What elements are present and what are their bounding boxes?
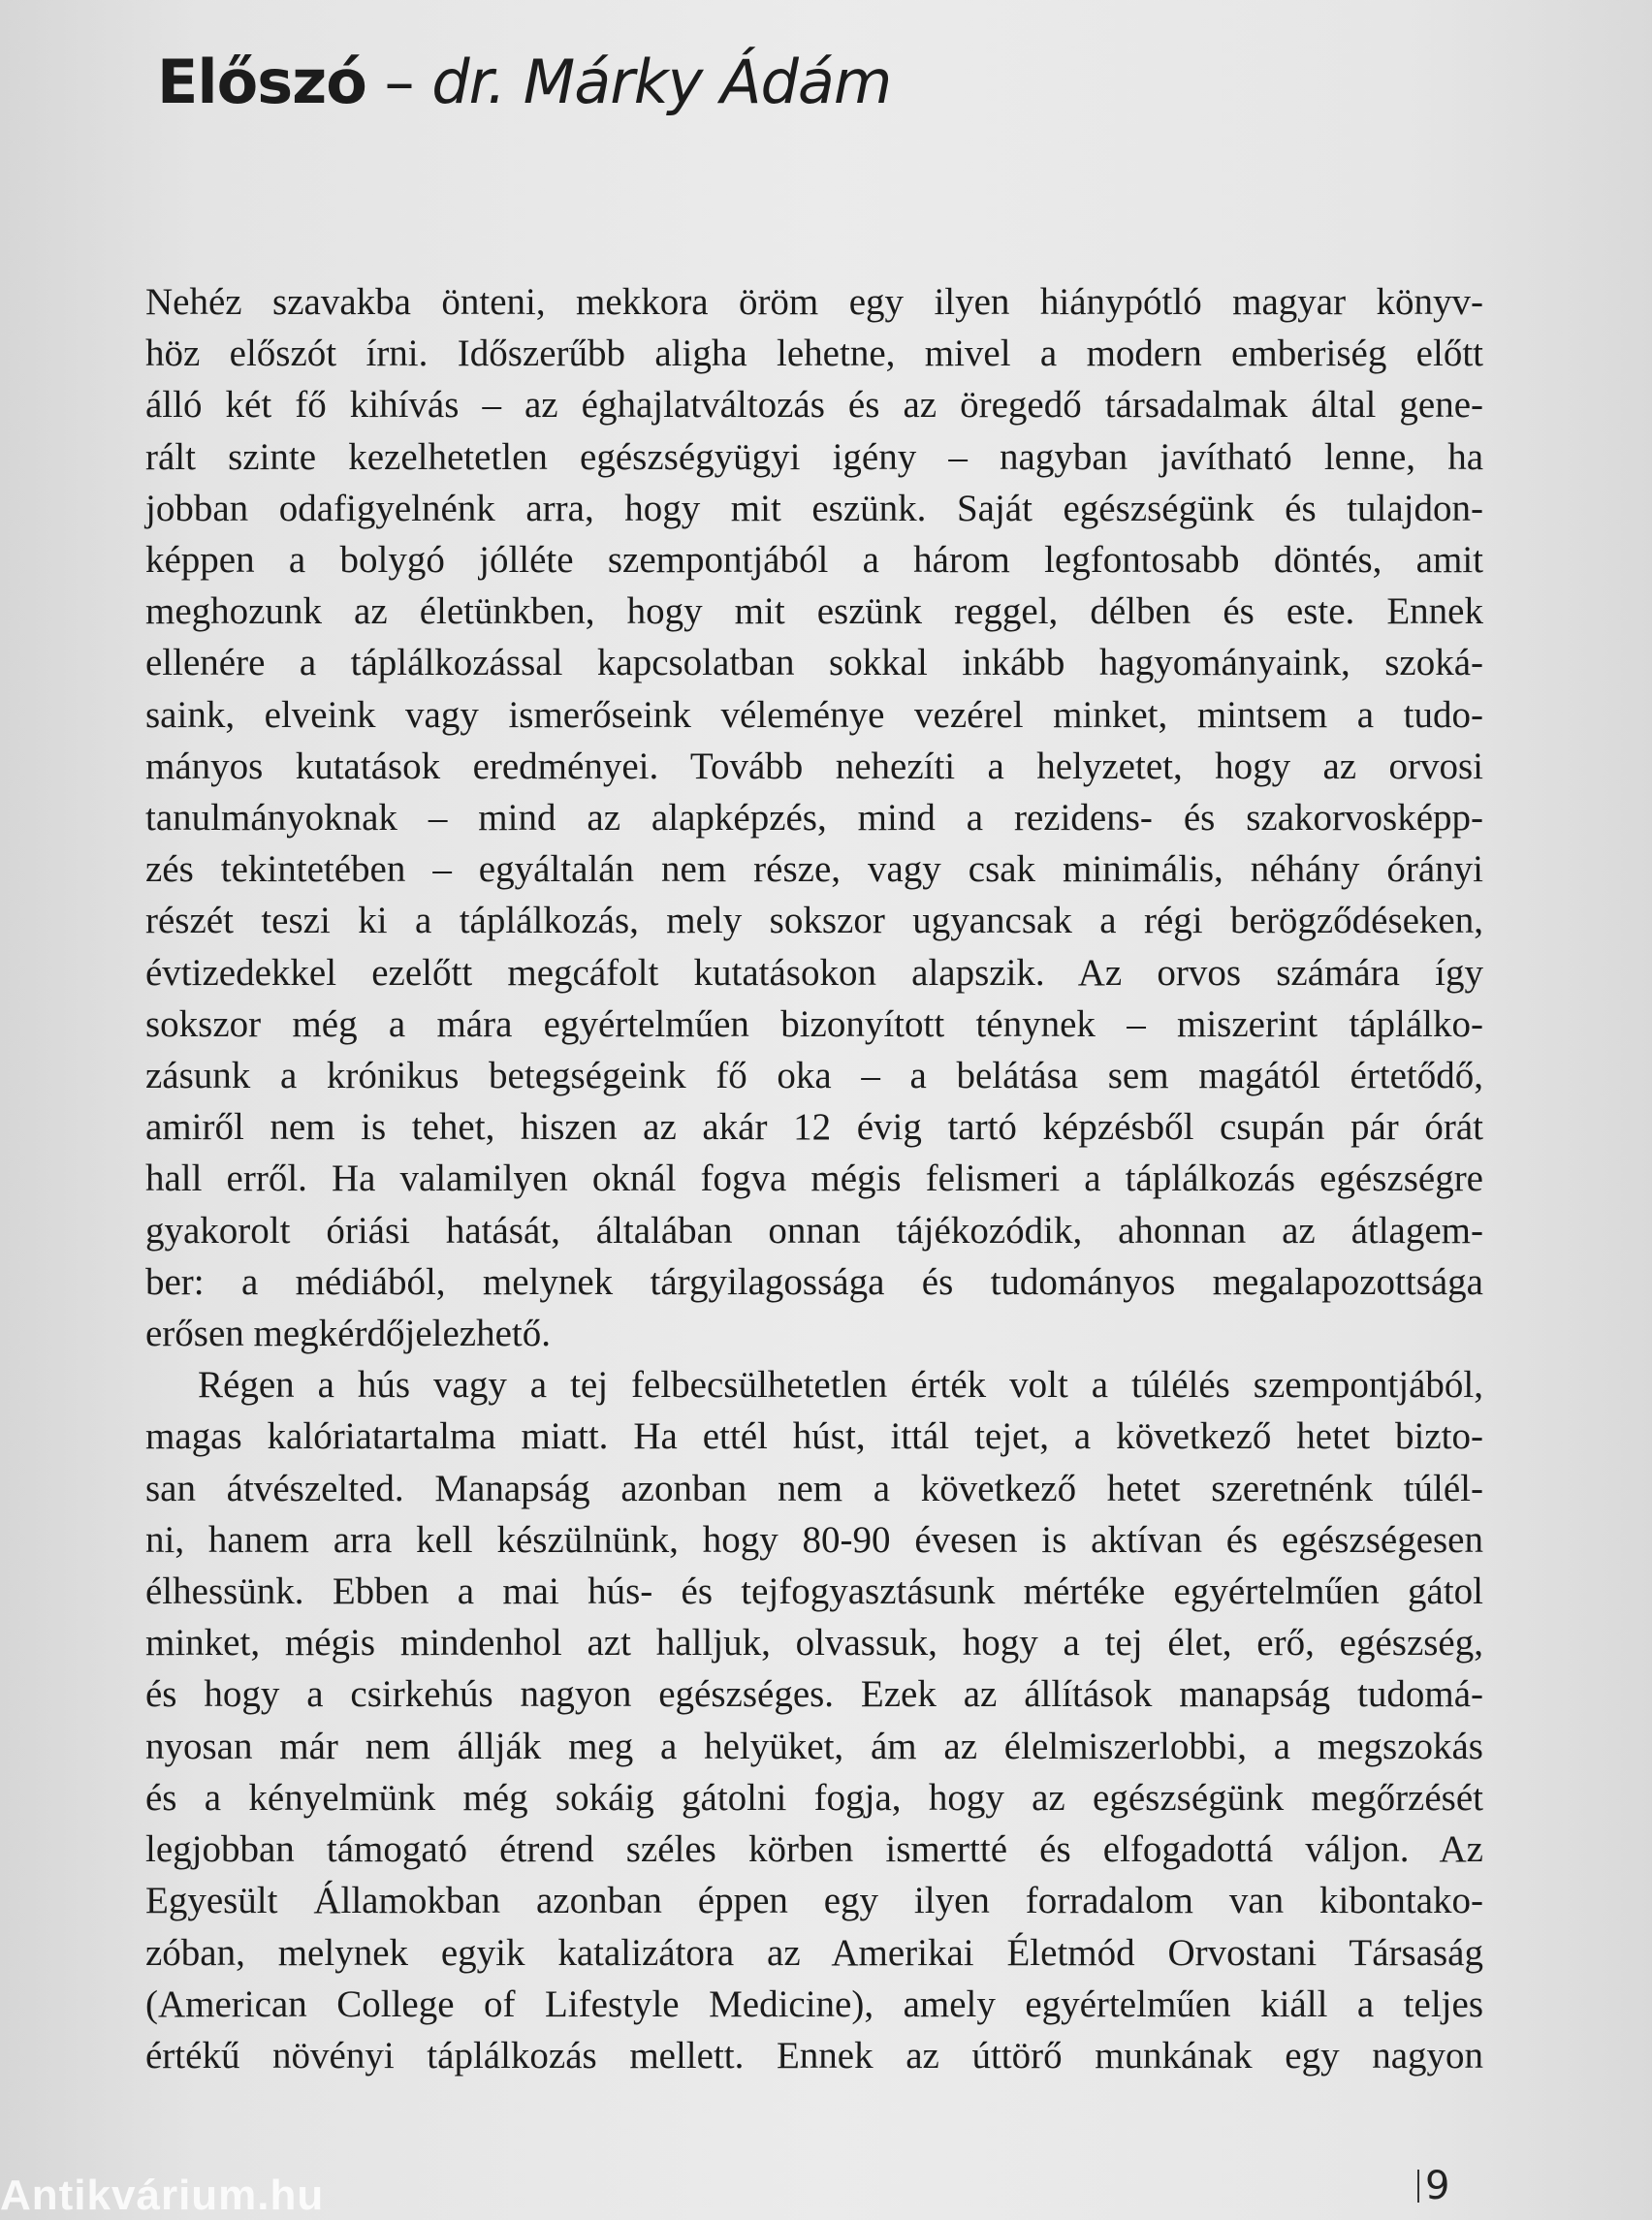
watermark: Antikvárium.hu [0, 2172, 325, 2219]
text-line: sokszor még a mára egyértelműen bizonyított ténynek – miszerint táplálko- [145, 1002, 1483, 1045]
text-line: san átvészelted. Manapság azonban nem a következő hetet szeretnénk túlél- [145, 1467, 1483, 1509]
text-line: höz előszót írni. Időszerűbb aligha lehetne, mivel a modern emberiség előtt [145, 333, 1483, 375]
text-line: élhessünk. Ebben a mai hús- és tejfogyasztásunk mértéke egyértelműen gátol [145, 1570, 1483, 1613]
text-line: képpen a bolygó jólléte szempontjából a három legfontosabb döntés, amit [145, 539, 1483, 582]
title-separator: – [365, 47, 432, 117]
text-line: mányos kutatások eredményei. Tovább nehezíti a helyzetet, hogy az orvosi [145, 745, 1483, 787]
text-line: és hogy a csirkehús nagyon egészséges. Ezek az állítások manapság tudomá- [145, 1673, 1483, 1716]
page-number: 9 [1425, 2164, 1450, 2208]
text-line: magas kalóriatartalma miatt. Ha ettél húst, ittál tejet, a következő hetet bizto- [145, 1415, 1483, 1458]
text-line: nyosan már nem állják meg a helyüket, ám az élelmiszerlobbi, a megszokás [145, 1725, 1483, 1767]
text-line: jobban odafigyelnénk arra, hogy mit eszünk. Saját egészségünk és tulajdon- [145, 487, 1483, 529]
text-line: évtizedekkel ezelőtt megcáfolt kutatásokon alapszik. Az orvos számára így [145, 951, 1483, 994]
text-line: zés tekintetében – egyáltalán nem része, vagy csak minimális, néhány órányi [145, 848, 1483, 891]
body-text [145, 276, 1483, 2081]
text-line: ni, hanem arra kell készülnünk, hogy 80-90 évesen is aktívan és egészségesen [145, 1518, 1483, 1561]
text-line: meghozunk az életünkben, hogy mit eszünk reggel, délben és este. Ennek [145, 590, 1483, 633]
text-line: és a kényelmünk még sokáig gátolni fogja, hogy az egészségünk megőrzését [145, 1776, 1483, 1819]
paragraph-2 [145, 1359, 1483, 2081]
text-line: saink, elveink vagy ismerőseink véleménye vezérel minket, mintsem a tudo- [145, 693, 1483, 736]
title-prefix: Előszó [157, 47, 366, 117]
text-line: (American College of Lifestyle Medicine), amely egyértelműen kiáll a teljes [145, 1982, 1483, 2025]
text-line: ber: a médiából, melynek tárgyilagossága és tudományos megalapozottsága [145, 1260, 1483, 1303]
page-number-rule [1417, 2170, 1419, 2203]
page-title [157, 47, 891, 117]
text-line: Nehéz szavakba önteni, mekkora öröm egy ilyen hiánypótló magyar könyv- [145, 281, 1483, 323]
text-line: legjobban támogató étrend széles körben ismertté és elfogadottá váljon. Az [145, 1828, 1483, 1871]
text-line: Régen a hús vagy a tej felbecsülhetetlen érték volt a túlélés szempontjából, [198, 1364, 1483, 1407]
text-line: rált szinte kezelhetetlen egészségyügyi igény – nagyban javítható lenne, ha [145, 435, 1483, 478]
text-line: hall erről. Ha valamilyen oknál fogva mégis felismeri a táplálkozás egészségre [145, 1158, 1483, 1200]
text-line: tanulmányoknak – mind az alapképzés, mind a rezidens- és szakorvosképp- [145, 797, 1483, 840]
text-line: minket, mégis mindenhol azt halljuk, olvassuk, hogy a tej élet, erő, egészség, [145, 1622, 1483, 1665]
text-line: erősen megkérdőjelezhető. [145, 1313, 551, 1355]
text-line: álló két fő kihívás – az éghajlatváltozás és az öregedő társadalmak által gene- [145, 384, 1483, 427]
text-line: zóban, melynek egyik katalizátora az Amerikai Életmód Orvostani Társaság [145, 1931, 1483, 1974]
text-line: ellenére a táplálkozással kapcsolatban sokkal inkább hagyományaink, szoká- [145, 642, 1483, 684]
text-line: Egyesült Államokban azonban éppen egy ilyen forradalom van kibontako- [145, 1880, 1483, 1922]
text-line: részét teszi ki a táplálkozás, mely sokszor ugyancsak a régi berögződéseken, [145, 900, 1483, 942]
text-line: zásunk a krónikus betegségeink fő oka – a belátása sem magától értetődő, [145, 1055, 1483, 1097]
text-line: amiről nem is tehet, hiszen az akár 12 évig tartó képzésből csupán pár órát [145, 1106, 1483, 1149]
title-author: dr. Márky Ádám [431, 47, 892, 117]
paragraph-1 [145, 276, 1483, 1359]
text-line: gyakorolt óriási hatását, általában onnan tájékozódik, ahonnan az átlagem- [145, 1209, 1483, 1252]
text-line: értékű növényi táplálkozás mellett. Ennek az úttörő munkának egy nagyon [145, 2034, 1483, 2077]
